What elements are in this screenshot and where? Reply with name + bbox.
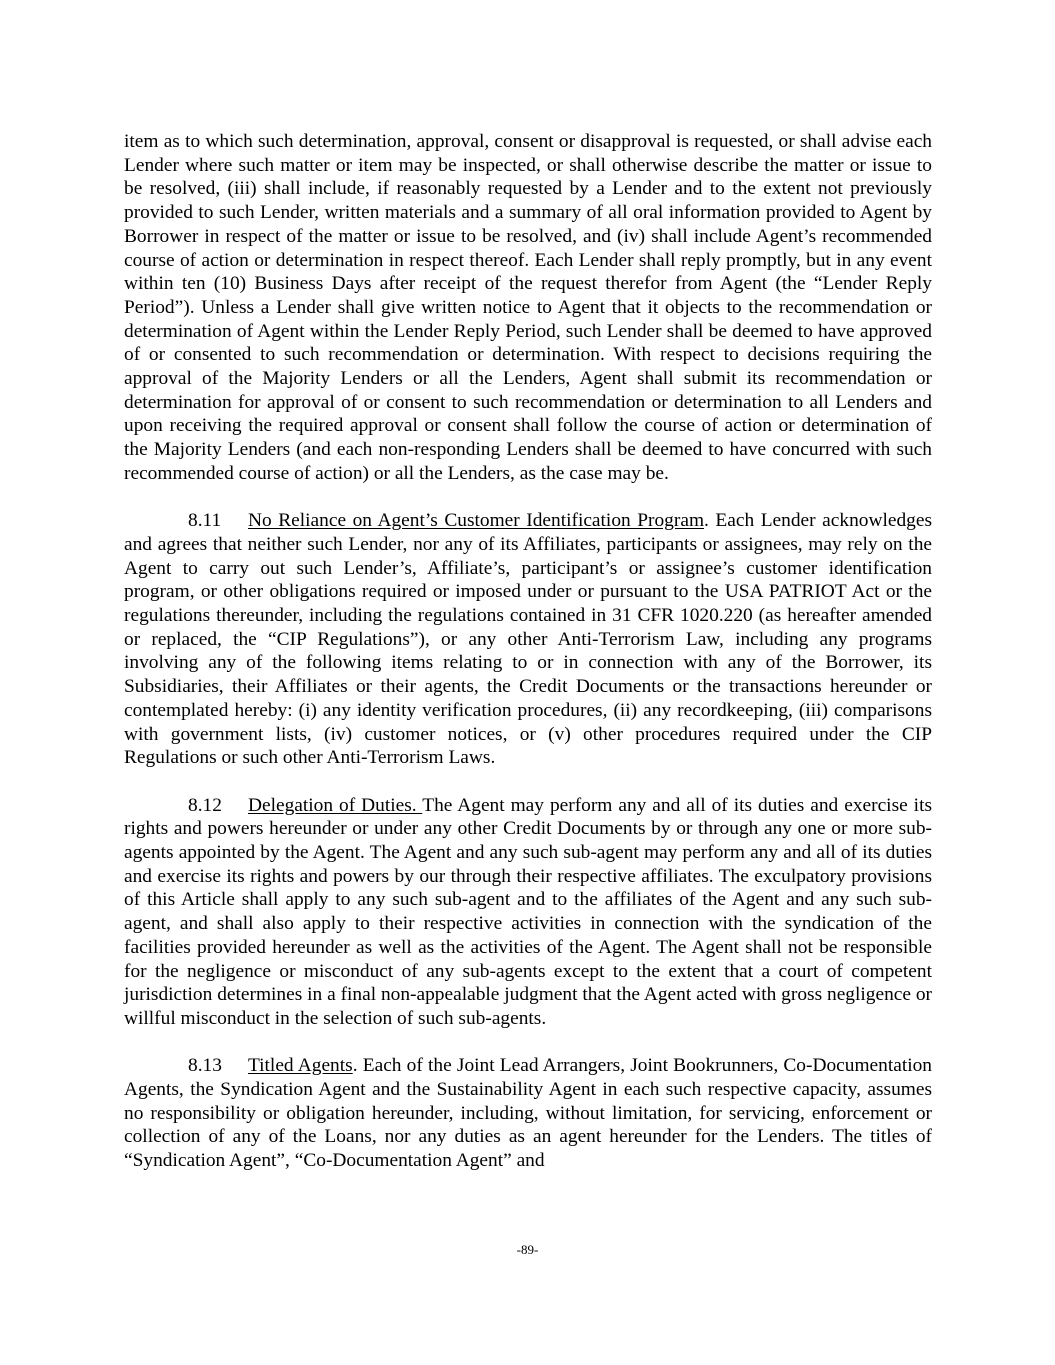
section-heading: Titled Agents xyxy=(248,1055,353,1077)
section-number: 8.11 xyxy=(188,510,222,532)
section-heading: Delegation of Duties. xyxy=(248,794,423,816)
section-8-11 xyxy=(124,509,932,770)
section-number: 8.12 xyxy=(188,794,222,816)
section-8-13 xyxy=(124,1054,932,1173)
section-body: The Agent may perform any and all of its duties and exercise its rights and powers hereunder or under any other Credit Documents by or through any one or more sub-agents appointed by the Agent. The Agent and any such sub-agent may perform any and all of its duties and exercise its rights and powers by our through their respective affiliates. The exculpatory provisions of this Article shall apply to any such sub-agent and to the affiliates of the Agent and any such sub-agent, and shall also apply to their respective activities in connection with the syndication of the facilities provided hereunder as well as the activities of the Agent. The Agent shall not be responsible for the negligence or misconduct of any sub-agents except to the extent that a court of competent jurisdiction determines in a final non-appealable judgment that the Agent acted with gross negligence or willful misconduct in the selection of such sub-agents. xyxy=(124,794,932,1029)
section-8-12 xyxy=(124,794,932,1031)
section-heading-suffix: . xyxy=(352,1055,358,1077)
intro-paragraph: item as to which such determination, approval, consent or disapproval is requested, or shall advise each Lender where such matter or item may be inspected, or shall otherwise describe the matter or issue to be resolved, (iii) shall include, if reasonably requested by a Lender and to the extent not previously provided to such Lender, written materials and a summary of all oral information provided to Agent by Borrower in respect of the matter or issue to be resolved, and (iv) shall include Agent’s recommended course of action or determination in respect thereof. Each Lender shall reply promptly, but in any event within ten (10) Business Days after receipt of the request therefor from Agent (the “Lender Reply Period”). Unless a Lender shall give written notice to Agent that it objects to the recommendation or determination of Agent within the Lender Reply Period, such Lender shall be deemed to have approved of or consented to such recommendation or determination. With respect to decisions requiring the approval of the Majority Lenders or all the Lenders, Agent shall submit its recommendation or determination for approval of or consent to such recommendation or determination to all Lenders and upon receiving the required approval or consent shall follow the course of action or determination of the Majority Lenders (and each non-responding Lenders shall be deemed to have concurred with such recommended course of action) or all the Lenders, as the case may be. xyxy=(124,131,932,484)
document-page xyxy=(124,130,932,1173)
section-number: 8.13 xyxy=(188,1055,222,1077)
page-number: -89- xyxy=(516,1242,539,1257)
section-body: Each of the Joint Lead Arrangers, Joint Bookrunners, Co-Documentation Agents, the Syndication Agent and the Sustainability Agent in each such respective capacity, assumes no responsibility or obligation hereunder, including, without limitation, for servicing, enforcement or collection of any of the Loans, nor any duties as an agent hereunder for the Lenders. The titles of “Syndication Agent”, “Co-Documentation Agent” and xyxy=(124,1055,932,1172)
section-body: Each Lender acknowledges and agrees that neither such Lender, nor any of its Affiliates, participants or assignees, may rely on the Agent to carry out such Lender’s, Affiliate’s, participant’s or assignee’s customer identification program, or other obligations required or imposed under or pursuant to the USA PATRIOT Act or the regulations thereunder, including the regulations contained in 31 CFR 1020.220 (as hereafter amended or replaced, the “CIP Regulations”), or any other Anti-Terrorism Law, including any programs involving any of the following items relating to or in connection with any of the Borrower, its Subsidiaries, their Affiliates or their agents, the Credit Documents or the transactions hereunder or contemplated hereby: (i) any identity verification procedures, (ii) any recordkeeping, (iii) comparisons with government lists, (iv) customer notices, or (v) other procedures required under the CIP Regulations or such other Anti-Terrorism Laws. xyxy=(124,510,932,769)
section-heading-suffix: . xyxy=(704,510,709,532)
section-heading: No Reliance on Agent’s Customer Identification Program xyxy=(248,510,705,532)
